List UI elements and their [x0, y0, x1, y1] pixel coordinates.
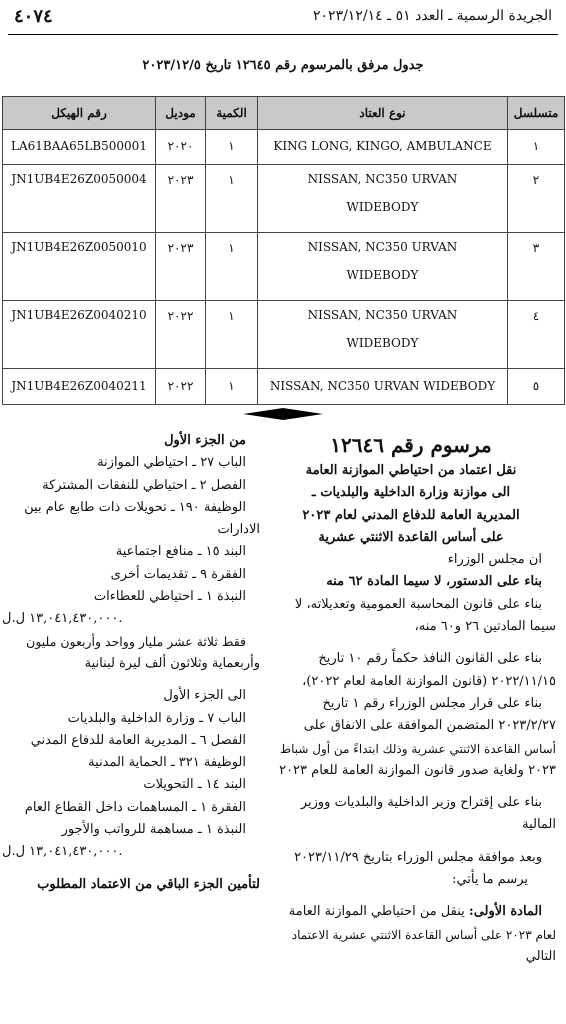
- decree-issuer: ان مجلس الوزراء: [447, 552, 542, 568]
- table-caption: جدول مرفق بالمرسوم رقم ١٢٦٤٥ تاريخ ٢٠٢٣/١٢/٥: [142, 58, 424, 73]
- decree-column: [266, 430, 556, 968]
- decree-paragraph: بناء على إقتراح وزير الداخلية والبلديات ووزير: [300, 795, 542, 811]
- to-item: الوظيفة ٣٢١ ـ الحماية المدنية: [88, 755, 246, 771]
- cell-qty: ١: [206, 165, 258, 233]
- article-1: [266, 901, 556, 923]
- amount-figure: ١٣,٠٤١,٤٣٠,٠٠٠ ل.ل.: [2, 611, 123, 627]
- decree-title-line: نقل اعتماد من احتياطي الموازنة العامة: [305, 463, 517, 478]
- cell-chassis: JN1UB4E26Z0050004: [3, 165, 156, 233]
- cell-type: [258, 301, 508, 369]
- decree-paragraph: أساس القاعدة الاثنتي عشرية وذلك ابتداءً من أول شباط: [279, 741, 556, 756]
- header-rule: [8, 34, 558, 35]
- table-row: [3, 165, 565, 233]
- cell-serial: ٢: [508, 165, 565, 233]
- cell-chassis: JN1UB4E26Z0050010: [3, 233, 156, 301]
- decree-paragraph: وبعد موافقة مجلس الوزراء بتاريخ ٢٠٢٣/١١/٢٩: [294, 849, 542, 865]
- decree-paragraph: المالية: [522, 817, 556, 833]
- decree-paragraph: ٢٠٢٣ ولغاية صدور قانون الموازنة العامة للعام ٢٠٢٣: [279, 762, 556, 778]
- decree-paragraph: ٢٠٢٢/١١/١٥ (قانون الموازنة العامة لعام ٢٠٢٢)،: [302, 673, 556, 689]
- decree-paragraph: ٢٠٢٣/٢/٢٧ المتضمن الموافقة على الانفاق على: [303, 718, 556, 734]
- article-1-text: التالي: [525, 948, 556, 964]
- article-1-label: المادة الأولى:: [468, 904, 542, 920]
- decree-title-line: المديرية العامة للدفاع المدني لعام ٢٠٢٣: [302, 507, 520, 523]
- col-model: موديل: [156, 97, 206, 130]
- cell-serial: ٥: [508, 369, 565, 405]
- to-item: الفقرة ١ ـ المساهمات داخل القطاع العام: [24, 799, 246, 815]
- cell-type: [258, 165, 508, 233]
- col-chassis: رقم الهيكل: [3, 97, 156, 130]
- section-divider-ornament: [243, 407, 323, 421]
- from-item: النبذة ١ ـ احتياطي للعطاءات: [93, 589, 246, 605]
- table-row: [3, 369, 565, 405]
- col-type: نوع العتاد: [258, 97, 508, 130]
- decree-paragraph: بناء على قانون المحاسبة العمومية وتعديلاته، لا: [294, 596, 542, 612]
- from-item: الوظيفة ١٩٠ ـ تحويلات ذات طابع عام بين: [24, 499, 246, 515]
- amount-figure: ١٣,٠٤١,٤٣٠,٠٠٠ ل.ل.: [2, 844, 123, 860]
- decree-title-line: على أساس القاعدة الاثنتي عشرية: [318, 529, 504, 545]
- journal-title: الجريدة الرسمية ـ العدد ٥١ ـ ٢٠٢٣/١٢/١٤: [313, 8, 552, 24]
- cell-serial: ٤: [508, 301, 565, 369]
- cell-model: ٢٠٢٢: [156, 369, 206, 405]
- to-heading: الى الجزء الأول: [163, 688, 246, 704]
- from-item: الادارات: [217, 522, 260, 538]
- cell-serial: ٣: [508, 233, 565, 301]
- cell-qty: ١: [206, 369, 258, 405]
- cell-chassis: JN1UB4E26Z0040210: [3, 301, 156, 369]
- cell-qty: ١: [206, 301, 258, 369]
- cell-serial: ١: [508, 130, 565, 165]
- to-item: النبذة ١ ـ مساهمة للرواتب والأجور: [61, 822, 246, 838]
- cell-type: [258, 369, 508, 405]
- page-header: [0, 0, 566, 34]
- col-qty: الكمية: [206, 97, 258, 130]
- table-row: [3, 130, 565, 165]
- type-line: NISSAN, NC350 URVAN: [307, 172, 458, 186]
- cell-type: [258, 233, 508, 301]
- amount-words: فقط ثلاثة عشر مليار وواحد وأربعون مليون: [26, 633, 246, 649]
- article-1-text: ينقل من احتياطي الموازنة العامة: [288, 904, 465, 920]
- amount-words: وأربعماية وثلاثون ألف ليرة لبنانية: [84, 655, 260, 671]
- decree-title-line: الى موازنة وزارة الداخلية والبلديات ـ: [311, 485, 511, 501]
- decree-paragraph: بناء على قرار مجلس الوزراء رقم ١ تاريخ: [322, 695, 542, 711]
- transfer-column: [2, 430, 260, 896]
- type-line-2: WIDEBODY: [346, 200, 419, 214]
- from-heading: من الجزء الأول: [164, 433, 246, 448]
- cell-model: ٢٠٢٣: [156, 165, 206, 233]
- article-1-text: لعام ٢٠٢٣ على أساس القاعدة الاثنتي عشرية الاعتماد: [291, 927, 556, 942]
- cell-model: ٢٠٢٢: [156, 301, 206, 369]
- cell-type: [258, 130, 508, 165]
- to-item: الفصل ٦ ـ المديرية العامة للدفاع المدني: [30, 732, 246, 748]
- type-line: NISSAN, NC350 URVAN: [307, 308, 458, 322]
- from-item: الباب ٢٧ ـ احتياطي الموازنة: [97, 455, 246, 471]
- cell-qty: ١: [206, 130, 258, 165]
- table-row: [3, 233, 565, 301]
- decree-basis: بناء على الدستور، لا سيما المادة ٦٢ منه: [326, 574, 542, 590]
- table-header-row: [3, 97, 565, 130]
- type-line-2: WIDEBODY: [346, 268, 419, 282]
- to-item: البند ١٤ ـ التحويلات: [143, 777, 246, 793]
- type-line: NISSAN, NC350 URVAN WIDEBODY: [269, 379, 496, 393]
- decree-paragraph: سيما المادتين ٢٦ و٦٠ منه،: [414, 619, 556, 635]
- from-item: الفقرة ٩ ـ تقديمات أخرى: [110, 566, 246, 582]
- col-serial: متسلسل: [508, 97, 565, 130]
- page-number: ٤٠٧٤: [14, 6, 53, 27]
- table-row: [3, 301, 565, 369]
- from-item: البند ١٥ ـ منافع اجتماعية: [115, 544, 246, 560]
- to-item: الباب ٧ ـ وزارة الداخلية والبلديات: [67, 710, 246, 726]
- decree-decrees: يرسم ما يأتي:: [452, 872, 528, 888]
- type-line: KING LONG, KINGO, AMBULANCE: [273, 139, 492, 153]
- equipment-table: [2, 96, 565, 405]
- cell-chassis: JN1UB4E26Z0040211: [3, 369, 156, 405]
- cell-model: ٢٠٢٠: [156, 130, 206, 165]
- decree-number: مرسوم رقم ١٢٦٤٦: [330, 433, 492, 457]
- type-line-2: WIDEBODY: [346, 336, 419, 350]
- cell-chassis: LA61BAA65LB500001: [3, 130, 156, 165]
- cell-qty: ١: [206, 233, 258, 301]
- from-item: الفصل ٢ ـ احتياطي للنفقات المشتركة: [42, 477, 246, 493]
- cell-model: ٢٠٢٣: [156, 233, 206, 301]
- closing-text: لتأمين الجزء الباقي من الاعتماد المطلوب: [37, 876, 260, 892]
- type-line: NISSAN, NC350 URVAN: [307, 240, 458, 254]
- decree-paragraph: بناء على القانون النافذ حكماً رقم ١٠ تاريخ: [318, 651, 542, 667]
